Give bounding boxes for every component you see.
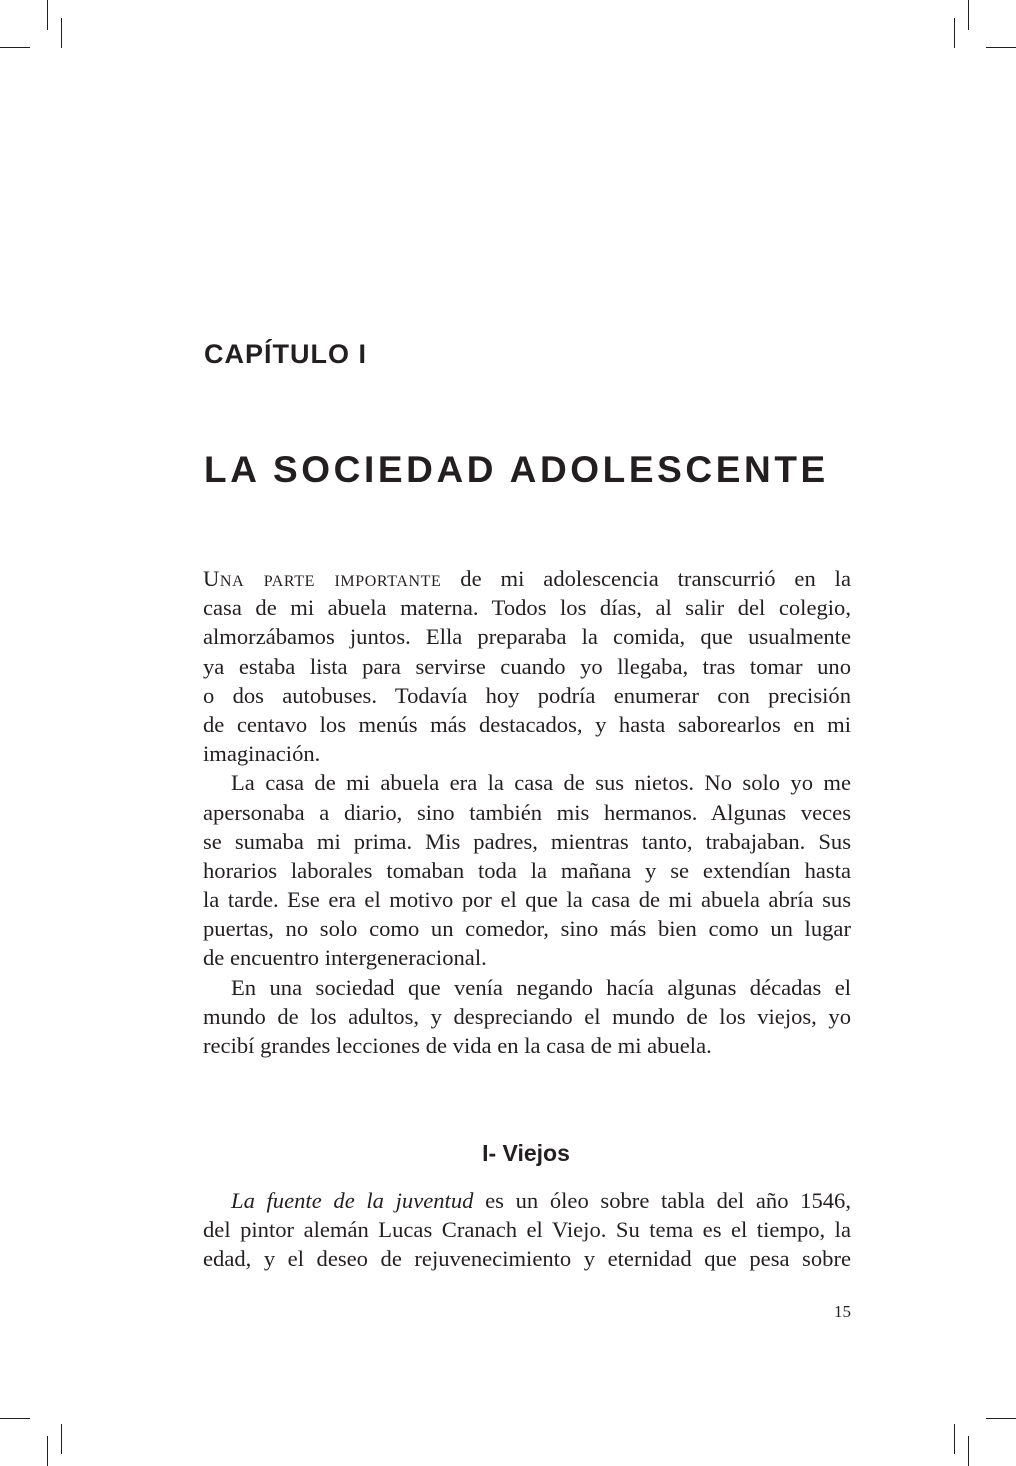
paragraph-1-line: ya estaba lista para servirse cuando yo llegaba, tras tomar uno xyxy=(203,653,851,679)
paragraph-1-line: de centavo los menús más destacados, y hasta saborearlos en mi xyxy=(203,711,851,737)
paragraph-2-line: La casa de mi abuela era la casa de sus nietos. No solo yo me xyxy=(231,770,851,796)
paragraph-1-line: almorzábamos juntos. Ella preparaba la comida, que usualmente xyxy=(203,624,851,650)
lead-smallcaps: Una parte importante xyxy=(203,566,442,591)
paragraph-2-line: se sumaba mi prima. Mis padres, mientras tanto, trabajaban. Sus xyxy=(203,828,851,854)
section-paragraph-line: edad, y el deseo de rejuvenecimiento y eternidad que pesa sobre xyxy=(203,1246,851,1272)
crop-mark-bottom-right-v xyxy=(968,1436,969,1466)
crop-mark-top-right-h xyxy=(986,47,1016,48)
section-paragraph-line: del pintor alemán Lucas Cranach el Viejo. Su tema es el tiempo, la xyxy=(203,1217,851,1243)
paragraph-1-line: o dos autobuses. Todavía hoy podría enumerar con precisión xyxy=(203,682,851,708)
crop-mark-top-right-v xyxy=(968,0,969,30)
paragraph-2-line: la tarde. Ese era el motivo por el que la casa de mi abuela abría sus xyxy=(203,887,851,913)
paragraph-2-line: de encuentro intergeneracional. xyxy=(203,945,487,971)
section-heading: I- Viejos xyxy=(482,1140,570,1166)
page-number: 15 xyxy=(834,1302,851,1321)
chapter-label: CAPÍTULO I xyxy=(204,339,367,369)
crop-mark-top-left-v xyxy=(47,0,48,30)
paragraph-3-line: mundo de los adultos, y despreciando el mundo de los viejos, yo xyxy=(203,1003,851,1029)
crop-mark-bottom-right-h xyxy=(986,1418,1016,1419)
section-text xyxy=(203,1186,851,1274)
intro-text xyxy=(203,564,851,1060)
crop-mark-bottom-right-v2 xyxy=(954,1424,955,1454)
crop-mark-top-left-v2 xyxy=(61,18,62,48)
crop-mark-bottom-left-v2 xyxy=(61,1424,62,1454)
paragraph-1-line: imaginación. xyxy=(203,741,321,767)
section-paragraph-line: La fuente de la juventud es un óleo sobre tabla del año 1546, xyxy=(231,1188,851,1213)
chapter-title: LA SOCIEDAD ADOLESCENTE xyxy=(204,449,829,490)
paragraph-3-line: En una sociedad que venía negando hacía algunas décadas el xyxy=(231,974,851,1000)
crop-mark-top-right-v2 xyxy=(954,18,955,48)
paragraph-3-line: recibí grandes lecciones de vida en la casa de mi abuela. xyxy=(203,1033,712,1058)
paragraph-2-line: apersonaba a diario, sino también mis hermanos. Algunas veces xyxy=(203,799,851,825)
crop-mark-bottom-left-v xyxy=(47,1436,48,1466)
paragraph-1-line: casa de mi abuela materna. Todos los días, al salir del colegio, xyxy=(203,595,851,621)
paragraph-1-line: Una parte importante de mi adolescencia transcurrió en la xyxy=(203,566,851,591)
paragraph-2-line: horarios laborales tomaban toda la mañana y se extendían hasta xyxy=(203,857,851,883)
painting-title: La fuente de la juventud xyxy=(231,1188,474,1213)
paragraph-2-line: puertas, no solo como un comedor, sino más bien como un lugar xyxy=(203,916,851,942)
crop-mark-bottom-left-h xyxy=(0,1418,30,1419)
crop-mark-top-left-h xyxy=(0,47,30,48)
